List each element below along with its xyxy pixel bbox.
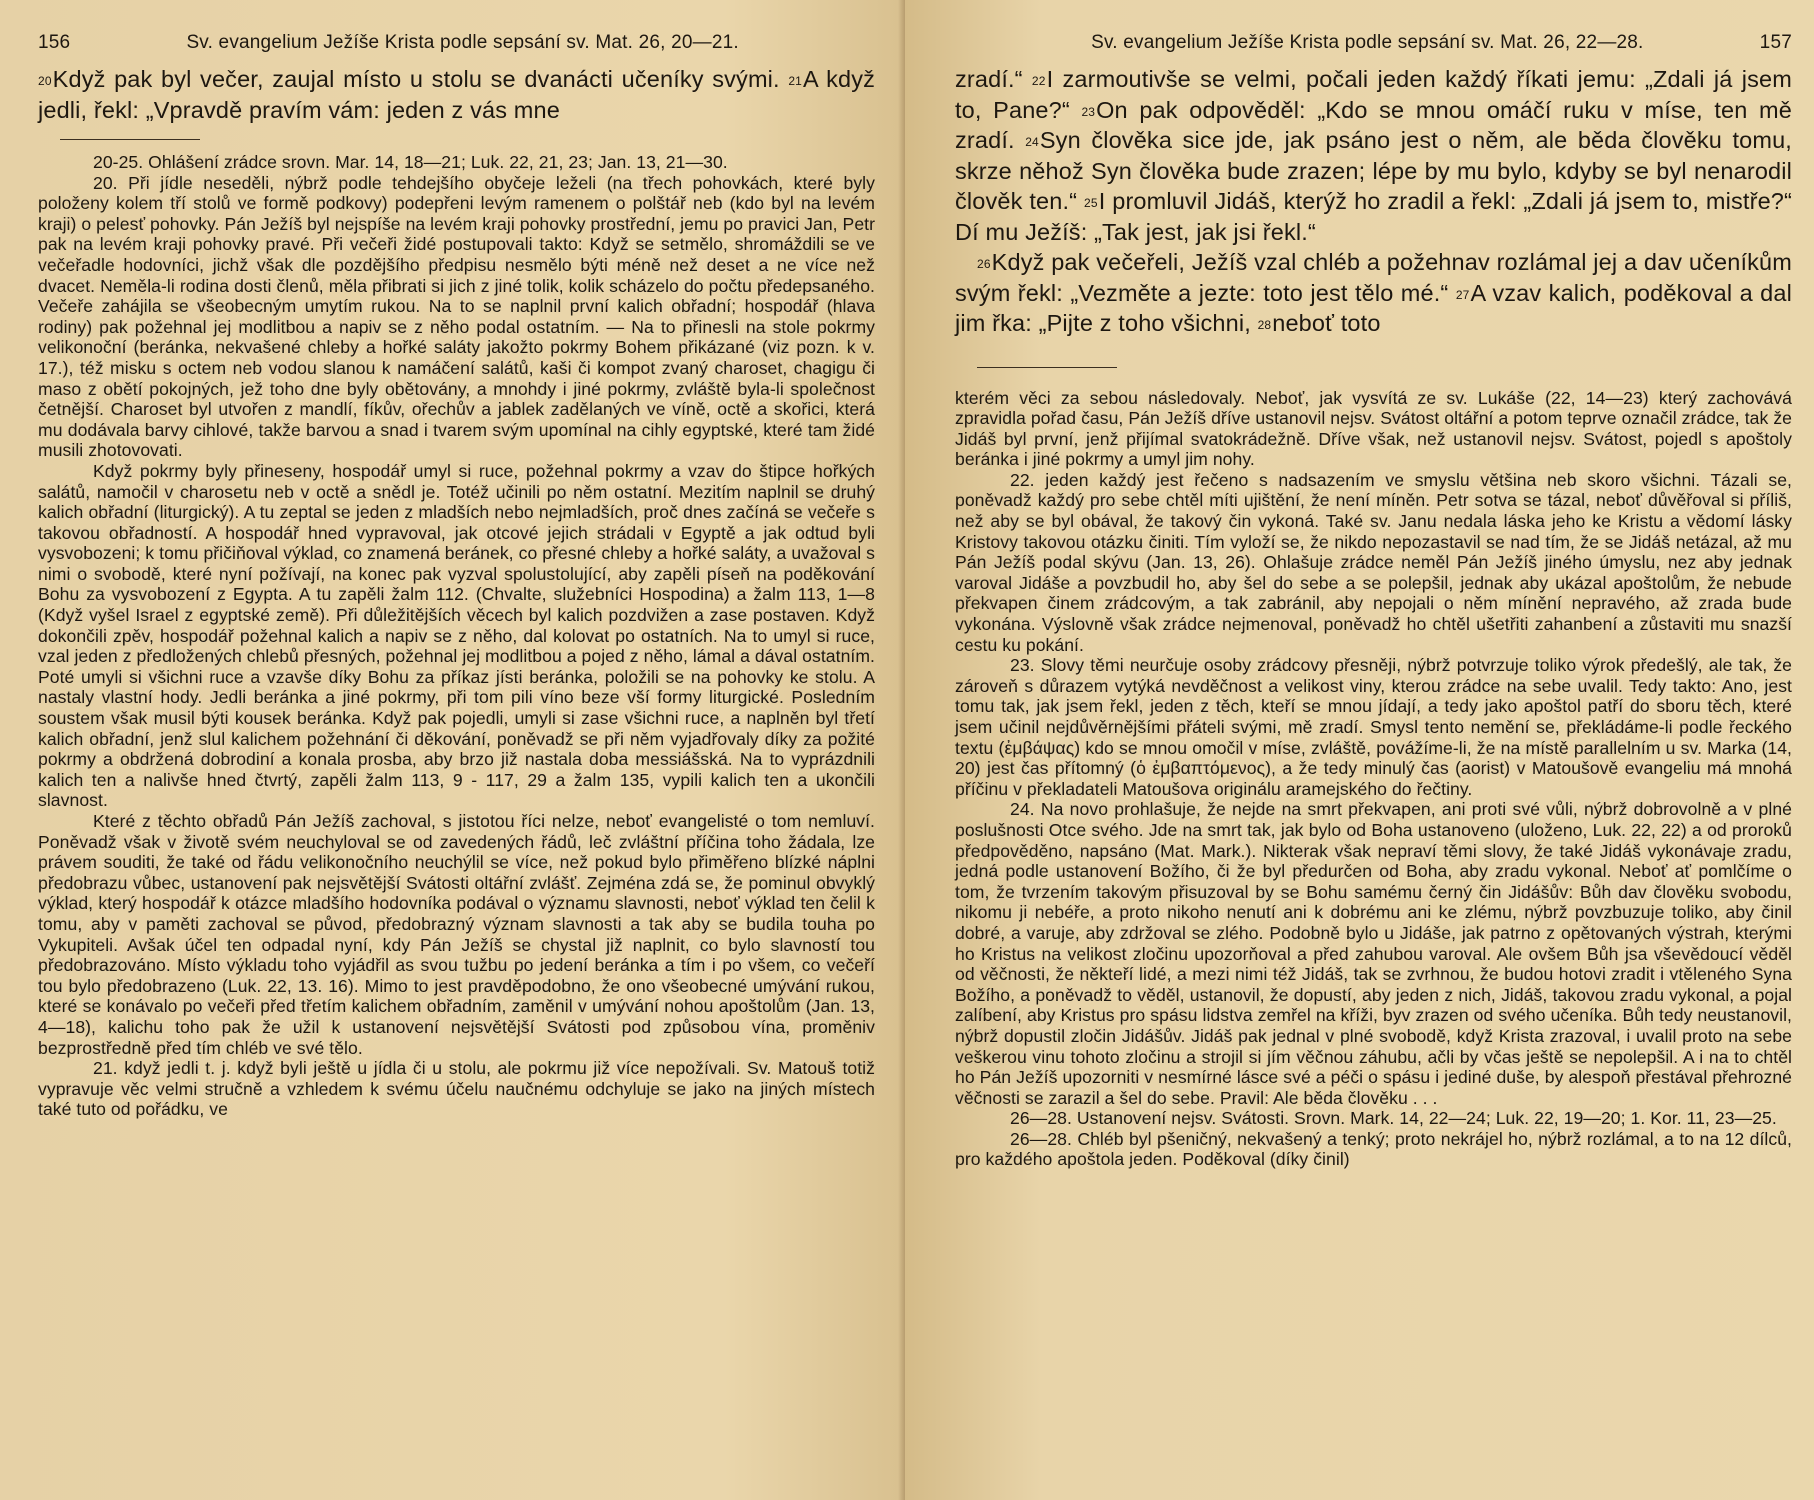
left-page [0,0,905,1500]
footnote-divider [977,367,1117,368]
commentary-paragraph: Které z těchto obřadů Pán Ježíš zachoval, s jistotou říci nelze, neboť evangelisté o tom nemluví. Poněvadž však v životě svém neuchyloval se od zavedených řádů, leč zvláštní příčina toho žádala, lze právem souditi, že také od řádu velikonočního neuchýlil se více, než pokud bylo přiměřeno blízké náplni předobrazu vůbec, ustanovení pak nejsvětější Svátosti oltářní zvlášť. Zejména zdá se, že pominul obvyklý výklad, který hospodář k otázce mladšího hodovníka podával o významu slavnosti, neboť výklad ten čelil k tomu, aby v paměti zachoval se původ, předobrazný význam slavnosti a tak aby se budila touha po Vykupiteli. Avšak účel ten odpadal nyní, kdy Pán Ježíš se chystal již naplnit, co bylo slavností tou předobrazováno. Místo výkladu toho vyjádřil as svou tužbu po jedení beránka a tím i po všem, co večeří tou bylo předobrazeno (Luk. 22, 13. 16). Mimo to jest pravděpodobno, že ono všeobecné umývání rukou, které se konávalo po večeři před třetím kalichem obřadním, zaměnil v umývání nohou apoštolům (Jan. 13, 4—18), kalichu toho pak že užil k ustanovení nejsvětější Svátosti pod způsobou vína, proměniv bezprostředně před tím chléb ve své tělo. [38,811,875,1058]
verse-number: 25 [1084,196,1098,210]
verse-number: 26 [977,257,991,271]
verse-number: 27 [1455,287,1470,302]
verse-text: A vzav kalich, poděkoval a dal jim řka: „Pijte z toho všichni, [955,279,1792,336]
commentary-paragraph: 23. Slovy těmi neurčuje osoby zrádcovy přesněji, nýbrž potvrzuje toliko výrok předešlý, ale tak, že zároveň s důrazem vytýká nevděčnost a velikost viny, kterou zrádce na sebe uvalil. Tedy takto: Ano, jest tomu tak, jak jsem řekl, jeden z těch, kteří se mnou jídají, a tedy jako apoštol patří do sboru těch, které jsem učinil nejdůvěrnějšími přáteli svými, mě zradí. Smysl tento nemění se, překládáme-li podle řeckého textu (ἐμβάψας) kdo se mnou omočil v míse, zvláště, povážíme-li, že na místě parallelním u sv. Marka (14, 20) jest čas přítomný (ὁ ἐμβαπτόμενος), a že tedy minulý čas (aorist) v Matoušově evangeliu má mnohá příčinu v překladateli Matoušova originálu aramejského do řečtiny. [955,655,1792,799]
running-head-right [955,32,1792,54]
scripture-text-right-2 [955,247,1792,339]
verse-text: zradí.“ [955,66,1023,92]
verse-text: Syn člověka sice jde, jak psáno jest o něm, ale běda člověku tomu, skrze něhož Syn člověka bude zrazen; lépe by mu bylo, kdyby se byl nenarodil člověk ten.“ [955,127,1792,214]
scripture-text-right [955,64,1792,247]
commentary-paragraph: 22. jeden každý jest řečeno s nadsazením ve smyslu většina neb skoro všichni. Tázali se, poněvadž každý pro sebe chtěl míti ujištění, že není míněn. Petr sotva se tázal, neboť důvěřoval si příliš, než aby se byl obával, že takový čin vykoná. Také sv. Janu nedala láska jeho ke Kristu a vědomí lásky Kristovy takovou otázku činiti. Tím vyloží se, že nikdo nepozastavil se nad tím, že se Jidáš netázal, až mu Pán Ježíš podal skývu (Jan. 13, 26). Ohlašuje zrádce neměl Pán Ježíš jiného úmyslu, nez aby jednak varoval Jidáše a povzbudil ho, aby šel do sebe a se polepšil, jednak aby ukázal apoštolům, že nebude překvapen činem zrádcovým, a tak zabránil, aby nepojali o něm mínění nepravého, až zrada bude vykonána. Výslovně však zrádce nejmenoval, poněvadž ho chtěl ušetřiti zahanbení a zůstaviti mu snazší cestu ku pokání. [955,469,1792,655]
commentary-paragraph: 20-25. Ohlášení zrádce srovn. Mar. 14, 18—21; Luk. 22, 21, 23; Jan. 13, 21—30. [93,152,728,172]
verse-text: I promluvil Jidáš, kterýž ho zradil a řekl: „Zdali já jsem to, mistře?“ Dí mu Ježíš: „Tak jest, jak jsi řekl.“ [955,188,1792,245]
running-head-title-right: Sv. evangelium Ježíše Krista podle sepsání sv. Mat. 26, 22—28. [1091,32,1644,53]
verse-number: 21 [788,74,802,88]
verse-number: 28 [1257,318,1272,332]
verse-text: A když jedli, řekl: „Vpravdě pravím vám: jeden z vás mne [38,66,875,123]
commentary-paragraph: 26—28. Ustanovení nejsv. Svátosti. Srovn. Mark. 14, 22—24; Luk. 22, 19—20; 1. Kor. 11, 23—25. [1010,1108,1777,1129]
right-page [905,0,1814,1500]
verse-text: I zarmoutivše se velmi, počali jeden každý říkati jemu: „Zdali já jsem to, Pane?“ [955,66,1792,123]
page-number-left: 156 [38,32,71,53]
scripture-text-left [38,64,875,125]
commentary-paragraph: 21. když jedli t. j. když byli ještě u jídla či u stolu, ale pokrmu již více nepožívali. Sv. Matouš totiž vypravuje věc velmi stručně a vzhledem k svému účelu naučnému odchyluje se jako na jiných místech také tuto od pořádku, ve [38,1058,875,1120]
verse-number: 23 [1081,104,1096,119]
commentary-paragraph: 26—28. Chléb byl pšeničný, nekvašený a tenký; proto nekrájel ho, nýbrž rozlámal, a to na 12 dílců, pro každého apoštola jeden. Poděkoval (díky činil) [955,1128,1792,1170]
page-number-right: 157 [1759,32,1792,53]
commentary-paragraph: 24. Na novo prohlašuje, že nejde na smrt překvapen, ani proti své vůli, nýbrž dobrovolně a v plné poslušnosti Otce svého. Jde na smrt tak, jak bylo od Boha ustanoveno (uloženo, Luk. 22, 22) a od proroků předpověděno, napsáno (Mat. Mark.). Nikterak však nepraví těmi slovy, že také Jidáš vykonávaje zradu, jedná podle ustanovení Božího, či že byl předurčen od Boha, aby zradu vykonal. Neboť ať pomlčíme o tom, že tvrzením takovým přisuzoval by se Bohu samému černý čin Jidášův: Bůh dav člověku svobodu, nikomu ji nebéře, a proto nikoho nenutí ani k dobrému ani ke zlému, nýbrž povzbuzuje toliko, aby činil dobré, a varuje, aby zdržoval se zlého. Podobně bylo u Jidáše, jak patrno z opětovaných výstrah, kterými ho Kristus na velikost zločinu upozorňoval a před zahubou varoval. Ale ovšem Bůh jsa vševědoucí věděl od věčnosti, že někteří lidé, a mezi nimi též Jidáš, tak se zvrhnou, že budou hotovi zradit i vtěleného Syna Božího, a poněvadž to věděl, ustanovil, že dopustí, aby jeden z nich, Jidáš, takovou zradu vykonal, a pojal zalíbení, aby Kristus pro spásu lidstva zemřel na kříži, byv zrazen od svého učeníka. Bůh tedy neustanovil, nýbrž dopustil zločin Jidášův. Jidáš pak jednal v plné svobodě, když Krista zrazoval, i uvalil proto na sebe veškerou vinu tohoto zločinu a strojil si jím věčnou záhubu, ačli by včas ještě se nepolepšil. A i na to chtěl ho Pán Ježíš upozorniti v nesmírné lásce své a péči o spásu i jediné duše, by alespoň přestával přehrozné věčnosti se zarazil a šel do sebe. Pravil: Ale běda člověku . . . [955,799,1792,1108]
running-head-left [38,32,875,54]
verse-number: 22 [1031,74,1046,88]
verse-text: neboť toto [1272,310,1381,336]
verse-text: Když pak večeřeli, Ježíš vzal chléb a požehnav rozlámal jej a dav učeníkům svým řekl: „Vezměte a jezte: toto jest tělo mé.“ [955,249,1792,306]
commentary-paragraph: Když pokrmy byly přineseny, hospodář umyl si ruce, požehnal pokrmy a vzav do štipce hořkých salátů, namočil v charosetu neb v octě a snědl je. Totéž učinili po něm ostatní. Mezitím naplnil se druhý kalich obřadní (liturgický). A tu zeptal se jeden z mladších nebo nejmladších, proč dnes začíná se večeře s takovou obřadností. A hospodář hned vypravoval, jak otcové jejich strádali v Egyptě a jak odtud byli vysvobozeni; k tomu přičiňoval výklad, co znamená beránek, co přesné chleby a hořké saláty, a uvažoval s nimi o svobodě, které nyní požívají, na konec pak vyzval spolustolující, aby zapěli píseň na poděkování Bohu za vysvobození z Egypta. A tu zapěli žalm 112. (Chvalte, služebníci Hospodina) a žalm 113, 1—8 (Když vyšel Israel z egyptské země). Při důležitějších věcech byl kalich pozdvižen a zase postaven. Když dokončili zpěv, hospodář požehnal kalich a napiv se z něho, dal kolovat po ostatních. Na to umyl si ruce, vzal jeden z předložených chlebů přesných, požehnal jej modlitbou a pojed z něho, lámal a dával ostatním. Poté umyli si všichni ruce a vzavše díky Bohu za příkaz jísti beránka, položili se na pohovky ke stolu. A nastaly vlastní hody. Jedli beránka a jiné pokrmy, při tom pili víno beze vší formy liturgické. Posledním soustem však musil býti kousek beránka. Když pak pojedli, umyli si zase všichni ruce, a naplněn byl třetí kalich obřadní, jenž slul kalichem požehnání či děkování, poněvadž se při něm vyjadřovaly díky za požité pokrmy a obdržená dobrodiní a konala prosba, aby brzo již nastala doba messiášská. Na to vyprázdnili kalich ten a nalivše hned čtvrtý, zapěli žalm 113, 9 - 117, 29 a žalm 135, vypili kalich ten a ukončili slavnost. [38,460,875,811]
commentary-paragraph: 20. Při jídle neseděli, nýbrž podle tehdejšího obyčeje leželi (na třech pohovkách, které byly položeny kolem tří stolů ve formě podkovy) podepřeni levým ramenem o polštář neb (kdo byl na levém kraji) o pelesť pohovky. Pán Ježíš byl nejspíše na levém kraji pohovky prostřední, jemu po pravici Jan, Petr pak na levém kraji pohovky pravé. Při večeři židé postupovali takto: Když se setmělo, shromáždili se ve večeřadle hodovníci, jichž však dle pozdějšího předpisu nesmělo býti méně než deset a ne více než dvacet. Neměla-li rodina dosti členů, měla přibrati si jich z jiné tolik, kolik scházelo do počtu předepsaného. Večeře zahájila se všeobecným umytím rukou. Na to se naplnil první kalich obřadní; hospodář (hlava rodiny) pak požehnal jej modlitbou a napiv se z něho podal ostatním. — Na to přinesli na stole pokrmy velikonoční (beránka, nekvašené chleby a hořké saláty jakožto pokrmy Bohem přikázané (viz pozn. k v. 17.), též misku s octem neb vodou slanou k namáčení salátů, kaši či kompot zvaný charoset, chagigu či maso z obětí pokojných, jež toho dne byly obětovány, a mnohdy i jiné pokrmy, zvláště byla-li společnost četnější. Charoset byl utvořen z mandlí, fíkův, ořechův a jablek zadělaných ve víně, octě a skořici, která mu dodávala barvy cihlové, takže barvou a snad i tvarem svým upomínal na cihly egyptské, které tam židé musili zhotovovati. [38,172,876,461]
commentary-paragraph: kterém věci za sebou následovaly. Neboť, jak vysvítá ze sv. Lukáše (22, 14—23) který zachovává zpravidla pořad času, Pán Ježíš dříve ustanovil nejsv. Svátost oltářní a potom teprve označil zrádce, tak že Jidáš byl první, jenž přijímal svatokrádežně. Dříve však, než ustanovil nejsv. Svátost, pojedl s apoštoly beránka i jiné pokrmy a umyl jim nohy. [955,387,1792,470]
verse-number: 20 [38,74,52,88]
verse-number: 24 [1025,135,1039,149]
verse-text: On pak odpověděl: „Kdo se mnou omáčí ruku v míse, ten mě zradí. [955,96,1792,153]
running-head-title-left: Sv. evangelium Ježíše Krista podle sepsání sv. Mat. 26, 20—21. [186,32,739,53]
verse-text: Když pak byl večer, zaujal místo u stolu se dvanácti učeníky svými. [52,66,780,92]
footnote-divider [60,139,200,140]
